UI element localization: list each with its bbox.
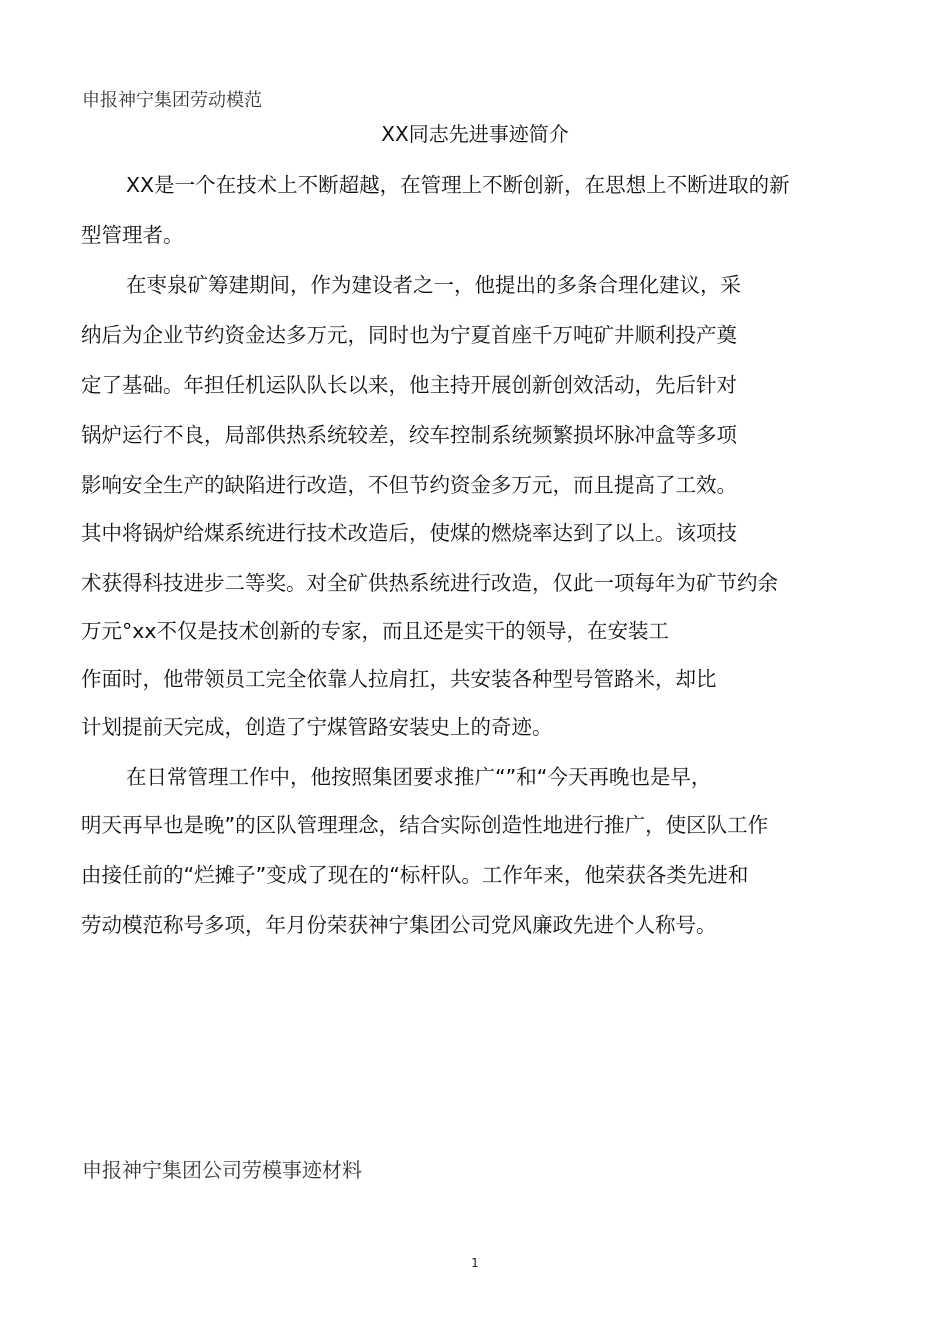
body-line: 纳后为企业节约资金达多万元，同时也为宁夏首座千万吨矿井顺利投产奠 (81, 323, 737, 347)
document-header: 申报神宁集团劳动模范 (82, 90, 262, 111)
page-number: 1 (471, 1256, 479, 1270)
body-line: 万元°xx不仅是技术创新的专家，而且还是实干的领导，在安装工 (81, 619, 670, 643)
body-line: 其中将锅炉给煤系统进行技术改造后，使煤的燃烧率达到了以上。该项技 (81, 521, 737, 545)
body-line: 计划提前天完成，创造了宁煤管路安装史上的奇迹。 (81, 715, 553, 739)
document-title: XX同志先进事迹简介 (381, 122, 569, 146)
body-line: 作面时，他带领员工完全依靠人拉肩扛，共安装各种型号管路米，却比 (81, 667, 717, 691)
body-line: 明天再早也是晚”的区队管理理念，结合实际创造性地进行推广，使区队工作 (81, 813, 769, 837)
body-line: 劳动模范称号多项，年月份荣获神宁集团公司党风廉政先进个人称号。 (81, 913, 717, 937)
body-line: 由接任前的“烂摊子”变成了现在的“标杆队。工作年来，他荣获各类先进和 (81, 863, 749, 887)
body-line: 定了基础。年担任机运队队长以来，他主持开展创新创效活动，先后针对 (81, 373, 737, 397)
body-line: XX是一个在技术上不断超越，在管理上不断创新，在思想上不断进取的新 (126, 173, 790, 197)
body-line: 术获得科技进步二等奖。对全矿供热系统进行改造，仅此一项每年为矿节约余 (81, 571, 778, 595)
body-line: 在枣泉矿筹建期间，作为建设者之一，他提出的多条合理化建议，采 (126, 273, 741, 297)
body-line: 在日常管理工作中，他按照集团要求推广“”和“今天再晚也是早， (126, 765, 712, 789)
body-line: 影响安全生产的缺陷进行改造，不但节约资金多万元，而且提高了工效。 (81, 473, 737, 497)
body-line: 锅炉运行不良，局部供热系统较差，绞车控制系统频繁损坏脉冲盒等多项 (81, 423, 737, 447)
footer-note: 申报神宁集团公司劳模事迹材料 (82, 1158, 362, 1182)
body-line: 型管理者。 (81, 223, 184, 247)
